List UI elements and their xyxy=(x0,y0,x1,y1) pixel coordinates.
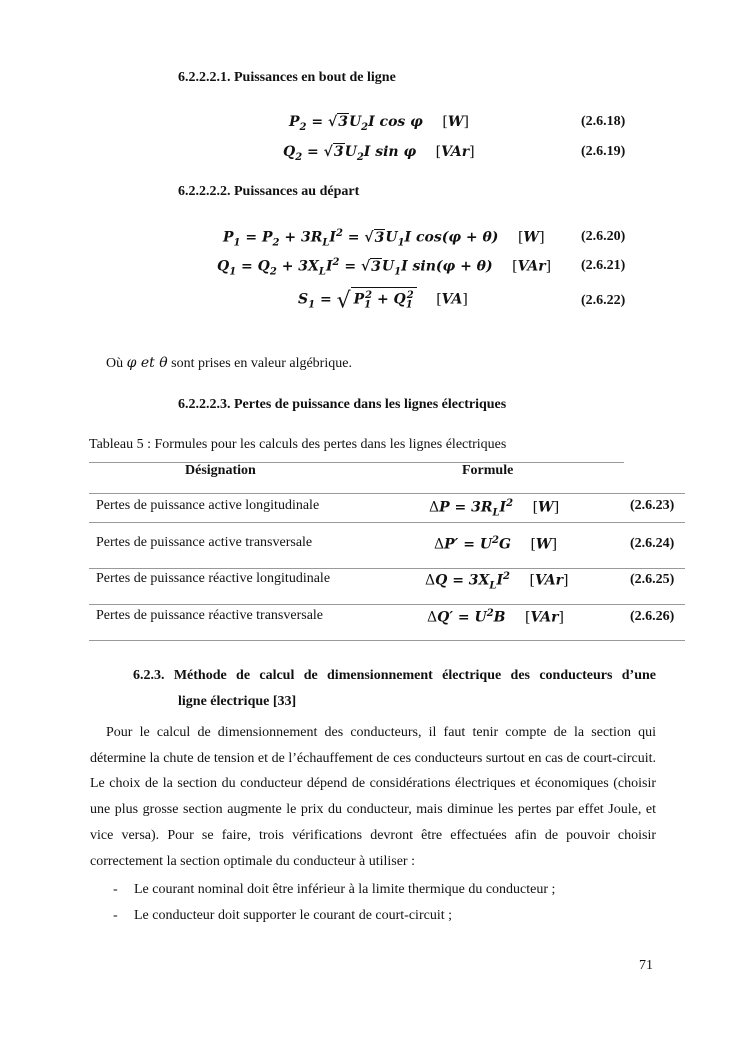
table-row-number: (2.6.24) xyxy=(630,536,675,551)
note-prefix: Où xyxy=(106,356,124,371)
table-caption: Tableau 5 : Formules pour les calculs des pertes dans les lignes électriques xyxy=(89,437,507,452)
table-header-formule: Formule xyxy=(462,463,514,478)
table-row-label: Pertes de puissance active transversale xyxy=(96,535,313,550)
bullet-marker: - xyxy=(113,908,118,923)
table-row-label: Pertes de puissance réactive transversale xyxy=(96,608,324,623)
table-row-formula: $\Delta Q' = U^2B$ [VAr] xyxy=(427,608,564,626)
table-top-rule xyxy=(89,462,624,463)
table-row-label: Pertes de puissance réactive longitudinale xyxy=(96,571,331,586)
equation-number: (2.6.19) xyxy=(581,144,626,159)
table-row-number: (2.6.26) xyxy=(630,609,675,624)
body-paragraph xyxy=(90,720,656,874)
table-header-rule xyxy=(89,493,685,494)
table-row-label: Pertes de puissance active longitudinale xyxy=(96,498,320,513)
table-row-formula: $\Delta P = 3R_LI^2$ [W] xyxy=(429,498,560,519)
table-header-designation: Désignation xyxy=(185,463,256,478)
section-heading-methode-line2: ligne électrique [33] xyxy=(178,694,297,709)
equation-2-6-22: $S_1$ = √ $P_1^2 + Q_1^2$ [VA] xyxy=(298,288,468,314)
bullet-item: Le courant nominal doit être inférieur à la limite thermique du conducteur ; xyxy=(134,882,556,897)
note-suffix: sont prises en valeur algébrique. xyxy=(171,356,352,371)
equation-number: (2.6.20) xyxy=(581,229,626,244)
table-row-formula: $\Delta Q = 3X_LI^2$ [VAr] xyxy=(425,571,569,592)
section-heading-pertes: 6.2.2.2.3. Pertes de puissance dans les lignes électriques xyxy=(178,397,507,412)
table-row-number: (2.6.25) xyxy=(630,572,675,587)
paragraph-text: Pour le calcul de dimensionnement des conducteurs, il faut tenir compte de la section qui détermine la chute de tension et de l’échauffement de ces conducteurs surtout en cas de court-circuit. Le choix de la section du conducteur dépend de considérations électriques et économiques (choisir une plus grosse section augmente le prix du conducteur, mais diminue les pertes par effet Joule, et vice versa). Pour se faire, trois vérifications devront être effectuées afin de pouvoir choisir correctement la section optimale du conducteur à utiliser : xyxy=(90,725,656,869)
table-bottom-rule xyxy=(89,640,685,641)
equation-2-6-19: $Q_2 = √3U_2I$ sin φ [VAr] xyxy=(283,144,475,163)
bullet-item: Le conducteur doit supporter le courant de court-circuit ; xyxy=(134,908,452,923)
section-heading-bout-de-ligne: 6.2.2.2.1. Puissances en bout de ligne xyxy=(178,70,396,85)
equation-number: (2.6.22) xyxy=(581,293,626,308)
equation-number: (2.6.18) xyxy=(581,114,626,129)
algebraic-note xyxy=(106,355,352,372)
equation-2-6-21: $Q_1 = Q_2 + 3X_LI^2 = √3U_1I$ sin(φ + θ) [VAr] xyxy=(217,257,552,278)
table-row-formula: $\Delta P' = U^2G$ [W] xyxy=(434,535,558,553)
equation-2-6-20: $P_1 = P_2 + 3R_LI^2 = √3U_1I$ cos(φ + θ) [W] xyxy=(223,228,545,249)
section-heading-methode: 6.2.3. Méthode de calcul de dimensionnement électrique des conducteurs d’une xyxy=(133,668,656,683)
bullet-marker: - xyxy=(113,882,118,897)
table-row-rule xyxy=(89,568,685,569)
equation-2-6-18: $P_2 = √3U_2I$ cos φ [W] xyxy=(289,114,470,133)
equation-number: (2.6.21) xyxy=(581,258,626,273)
note-vars: φ et θ xyxy=(126,355,168,371)
table-row-rule xyxy=(89,522,685,523)
page-number: 71 xyxy=(639,958,653,973)
table-row-number: (2.6.23) xyxy=(630,498,675,513)
table-row-rule xyxy=(89,604,685,605)
section-heading-au-depart: 6.2.2.2.2. Puissances au départ xyxy=(178,184,360,199)
